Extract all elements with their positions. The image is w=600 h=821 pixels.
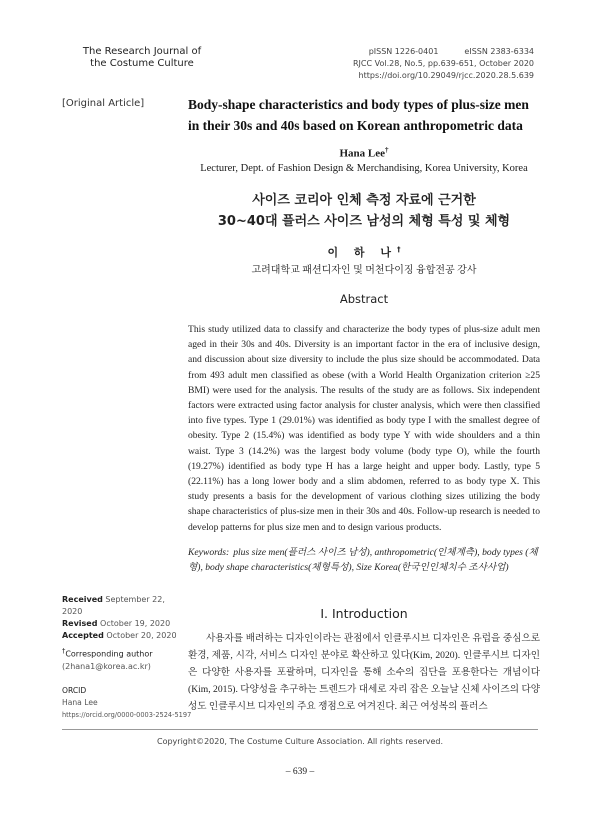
- page-number: – 639 –: [285, 767, 315, 777]
- corresponding-email[interactable]: (2hana1@korea.ac.kr): [62, 661, 151, 671]
- abstract-text: This study utilized data to classify and characterize the body types of plus-size adult men aged in their 30s and 40s. Diversity is an important factor in the era of inclusive design, and discussion about size diversity to include the plus size should be accommodated. Data from 493 adult men classified as obese (with a World Health Organization criterion ≥25 BMI) were used for the analysis. The results of the study are as follows. Six independent factors were extracted using factor analysis for cluster analysis, which were then classified into five types. Type 1 (29.01%) was identified as body type I with the smallest degree of obesity. Type 2 (15.4%) was identified as body type Y with wide shoulders and a thin waist. Type 3 (14.2%) was the largest body volume (body type O), while the fourth (19.27%) identified as body type H has a large height and upper body. Lastly, type 5 (22.11%) has a long lower body and a slim abdomen, referred to as body type X. This study presents a basis for the development of various clothing sizes utilizing the body shape characteristics of plus-size men in their 30s and 40s. Follow-up research is needed to develop patterns for plus size men and to design various products.: [188, 324, 540, 533]
- copyright-notice: Copyright©2020, The Costume Culture Association. All rights reserved.: [156, 737, 444, 746]
- orcid-link[interactable]: https://orcid.org/0000-0003-2524-5197: [62, 711, 192, 719]
- author-ko: [188, 244, 540, 260]
- article-type: [Original Article]: [62, 98, 145, 109]
- paper-title-ko-line2: 30~40대 플러스 사이즈 남성의 체형 특성 및 체형: [217, 214, 511, 229]
- orcid-name: Hana Lee: [62, 698, 98, 707]
- keywords-label: Keywords:: [188, 547, 230, 558]
- paper-title-ko-line1: 사이즈 코리아 인체 측정 자료에 근거한: [252, 193, 476, 208]
- citation: RJCC Vol.28, No.5, pp.639-651, October 2020: [353, 59, 534, 68]
- accepted-date: October 20, 2020: [106, 631, 177, 640]
- paper-title-en: Body-shape characteristics and body types of plus-size men in their 30s and 40s based on Korean anthropometric data: [188, 97, 529, 133]
- introduction-text: 사용자를 배려하는 디자인이라는 관점에서 인클루시브 디자인은 유럽을 중심으로 환경, 제품, 시각, 서비스 디자인 분야로 확산하고 있다(Kim, 2020). 인클루시브 디자인은 다양한 사용자를 포괄하며, 디자인을 통해 소수의 집단을 포용한다는 개념이다(Kim, 2015). 다양성을 추구하는 트렌드가 대세로 자리 잡은 오늘날 신체 사이즈의 다양성도 인클루시브 디자인의 주요 쟁점으로 여겨진다. 최근 여성복의 플러스: [188, 633, 540, 712]
- revised-date: October 19, 2020: [100, 619, 171, 628]
- article-dates: [62, 594, 182, 642]
- author-ko-name: 이 하 나: [327, 246, 398, 259]
- author-en: [188, 146, 540, 160]
- corresponding-label: Corresponding author: [65, 649, 153, 659]
- journal-name-line1: The Research Journal of: [82, 46, 202, 57]
- corresponding-author: [62, 645, 182, 673]
- journal-name-line2: the Costume Culture: [90, 58, 194, 69]
- footer-divider: [62, 729, 538, 730]
- affiliation-ko: 고려대학교 패션디자인 및 머천다이징 융합전공 강사: [251, 265, 477, 276]
- dagger-mark: †: [62, 647, 66, 655]
- section-heading-introduction: I. Introduction: [320, 606, 408, 621]
- eissn: eISSN 2383-6334: [464, 47, 534, 56]
- author-en-name: Hana Lee: [339, 147, 386, 160]
- orcid-block: [62, 685, 192, 721]
- publication-meta: [353, 46, 534, 82]
- corresponding-mark-ko: †: [397, 245, 401, 254]
- corresponding-mark: †: [385, 146, 389, 154]
- keywords: [188, 545, 540, 575]
- abstract-heading: Abstract: [339, 292, 389, 306]
- accepted-label: Accepted: [62, 631, 104, 640]
- journal-name: [62, 46, 222, 70]
- affiliation-en: Lecturer, Dept. of Fashion Design & Merchandising, Korea University, Korea: [200, 163, 528, 174]
- doi-link[interactable]: https://doi.org/10.29049/rjcc.2020.28.5.639: [358, 71, 534, 80]
- pissn: pISSN 1226-0401: [368, 47, 439, 56]
- revised-label: Revised: [62, 619, 98, 628]
- received-label: Received: [62, 595, 103, 604]
- received-date: September 22, 2020: [62, 595, 165, 616]
- keywords-text: plus size men(플러스 사이즈 남성), anthropometric(인체계측), body types (체형), body shape characteristics(체형특성), Size Korea(한국인인체치수 조사사업): [188, 547, 538, 573]
- paper-title-ko: [188, 190, 540, 232]
- orcid-label: ORCID: [62, 686, 87, 695]
